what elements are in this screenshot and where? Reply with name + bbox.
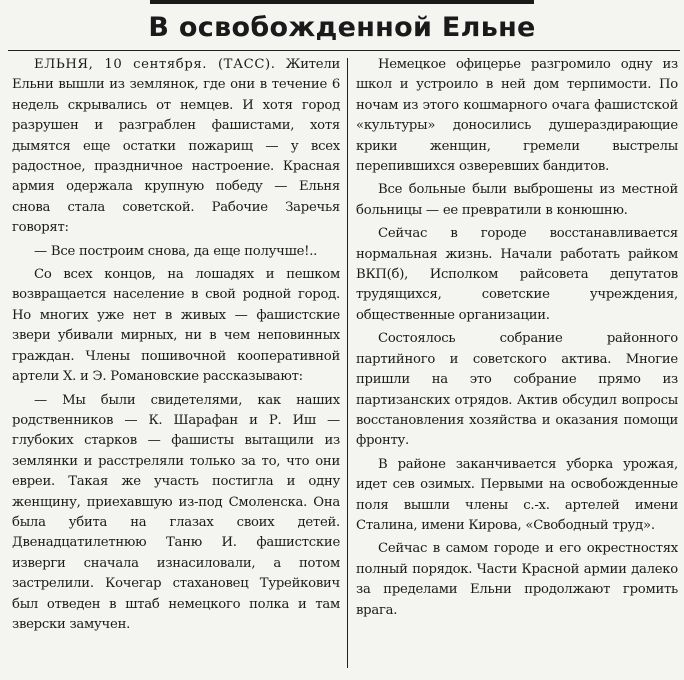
paragraph-4: — Мы были свидетелями, как наших родственников — К. Шарафан и Р. Иш — глубоких старков — фашисты вытащили из землянки и расстреляли только за то, что они евреи. Такая же участь постигла и одну женщину, приехавшую из-под Смоленска. Она была убита на глазах своих детей. Двенадцатилетнюю Таню И. фашистские изверги сначала изнасиловали, а потом застрелили. Кочегар стахановец Турейкович был отведен в штаб немецкого полка и там зверски замучен. <box>12 392 340 632</box>
paragraph-5: Немецкое офицерье разгромило одну из школ и устроило в ней дом терпимости. По ночам из этого кошмарного очага фашистской «культуры» доносились душераздирающие крики женщин, гремели выстрелы перепившихся озверевших бандитов. <box>356 57 678 175</box>
left-column <box>12 55 340 638</box>
paragraph-8: Состоялось собрание районного партийного и советского актива. Многие пришли на это собрание прямо из партизанских отрядов. Актив обсудил вопросы восстановления хозяйства и оказания помощи фронту. <box>356 331 678 449</box>
paragraph-10: Сейчас в самом городе и его окрестностях полный порядок. Части Красной армии далеко за пределами Ельни продолжают громить врага. <box>356 541 678 618</box>
column-divider <box>347 58 348 668</box>
paragraph-7: Сейчас в городе восстанавливается нормальная жизнь. Начали работать райком ВКП(б), Исполком райсовета депутатов трудящихся, советские учреждения, общественные организации. <box>356 226 678 323</box>
headline-rule <box>8 50 680 51</box>
paragraph-2: — Все построим снова, да еще получше!.. <box>34 243 318 259</box>
paragraph-9: В районе заканчивается уборка урожая, идет сев озимых. Первыми на освобожденные поля вышли члены с.-х. артелей имени Сталина, имени Кирова, «Свободный труд». <box>356 456 678 533</box>
dateline: ЕЛЬНЯ, 10 сентября. (ТАСС). <box>34 57 276 72</box>
top-rule <box>150 0 534 4</box>
paragraph-1 <box>12 55 340 239</box>
paragraph-1-text: Жители Ельни вышли из землянок, где они в течение 6 недель скрывались от немцев. И хотя город разрушен и разграблен фашистами, хотя дымятся еще остатки пожарищ — у всех радостное, праздничное настроение. Красная армия одержала крупную победу — Ельня снова стала советской. Рабочие Заречья говорят: <box>12 57 340 236</box>
right-column <box>356 55 678 624</box>
paragraph-6: Все больные были выброшены из местной больницы — ее превратили в конюшню. <box>356 182 678 218</box>
article-headline: В освобожденной Ельне <box>148 12 536 43</box>
paragraph-3: Со всех концов, на лошадях и пешком возвращается население в свой родной город. Но многих уже нет в живых — фашистские звери убивали мирных, ни в чем неповинных граждан. Члены пошивочной кооперативной артели Х. и Э. Романовские рассказывают: <box>12 267 340 385</box>
